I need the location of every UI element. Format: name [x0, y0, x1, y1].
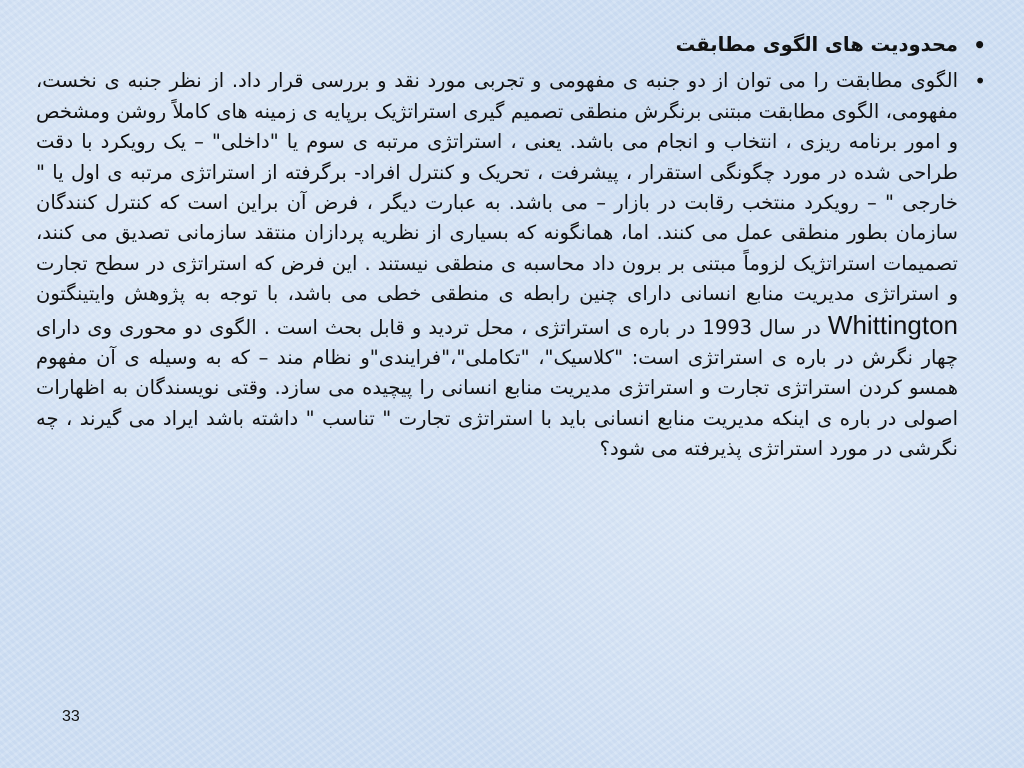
slide-content	[36, 30, 992, 465]
body-latin-name: Whittington	[827, 309, 958, 340]
slide-title: محدودیت های الگوی مطابقت	[675, 33, 958, 56]
body-text-part2: در سال 1993 در باره ی استراتژی ، محل تردید و قابل بحث است . الگوی دو محوری وی دارای چهار نگرش در باره ی استراتژی است: "کلاسیک"، "تکاملی"،"فرایندی"و نظام مند – که به وسیله ی آن مفهوم همسو کردن استراتژی تجارت و استراتژی مدیریت منابع انسانی را پیچیده می سازد. وقتی نویسندگان به اظهارات اصولی در باره ی اینکه مدیریت منابع انسانی باید با استراتژی تجارت " تناسب " داشته باشد ایراد می گیرند ، چه نگرشی در مورد استراتژی پذیرفته می شود؟	[36, 315, 958, 461]
bullet-dot-icon: •	[973, 33, 986, 57]
body-text-part1: الگوی مطابقت را می توان از دو جنبه ی مفهومی و تجربی مورد نقد و بررسی قرار داد. از نظر جنبه ی نخست، مفهومی، الگوی مطابقت مبتنی برنگرش منطقی تصمیم گیری استراتژیک برپایه ی زمینه های کاملاً روشن ومشخص و امور برنامه ریزی ، انتخاب و انجام می باشد. یعنی ، استراتژی مرتبه ی سوم یا "داخلی" – یک رویکرد با دقت طراحی شده در مورد چگونگی استقرار ، پیشرفت ، تحریک و کنترل افراد- برگرفته از استراتژی مرتبه ی اول یا " خارجی " – رویکرد منتخب رقابت در بازار – می باشد. به عبارت دیگر ، فرض آن براین است که کنترل کنندگان سازمان بطور منطقی عمل می کنند. اما، همانگونه که بسیاری از نظریه پردازان منتقد سازمانی تصدیق می کنند، تصمیمات استراتژیک لزوماً مبتنی بر برون داد محاسبه ی منطقی نیستند . این فرض که استراتژی در سطح تجارت و استراتژی مدیریت منابع انسانی دارای چنین رابطه ی منطقی خطی می باشد، با توجه به پژوهش وایتینگتون	[36, 69, 958, 306]
bullet-body	[36, 66, 992, 464]
bullet-list	[36, 30, 992, 465]
page-number: 33	[62, 708, 80, 725]
bullet-title	[36, 30, 992, 60]
bullet-dot-icon: •	[974, 69, 986, 94]
